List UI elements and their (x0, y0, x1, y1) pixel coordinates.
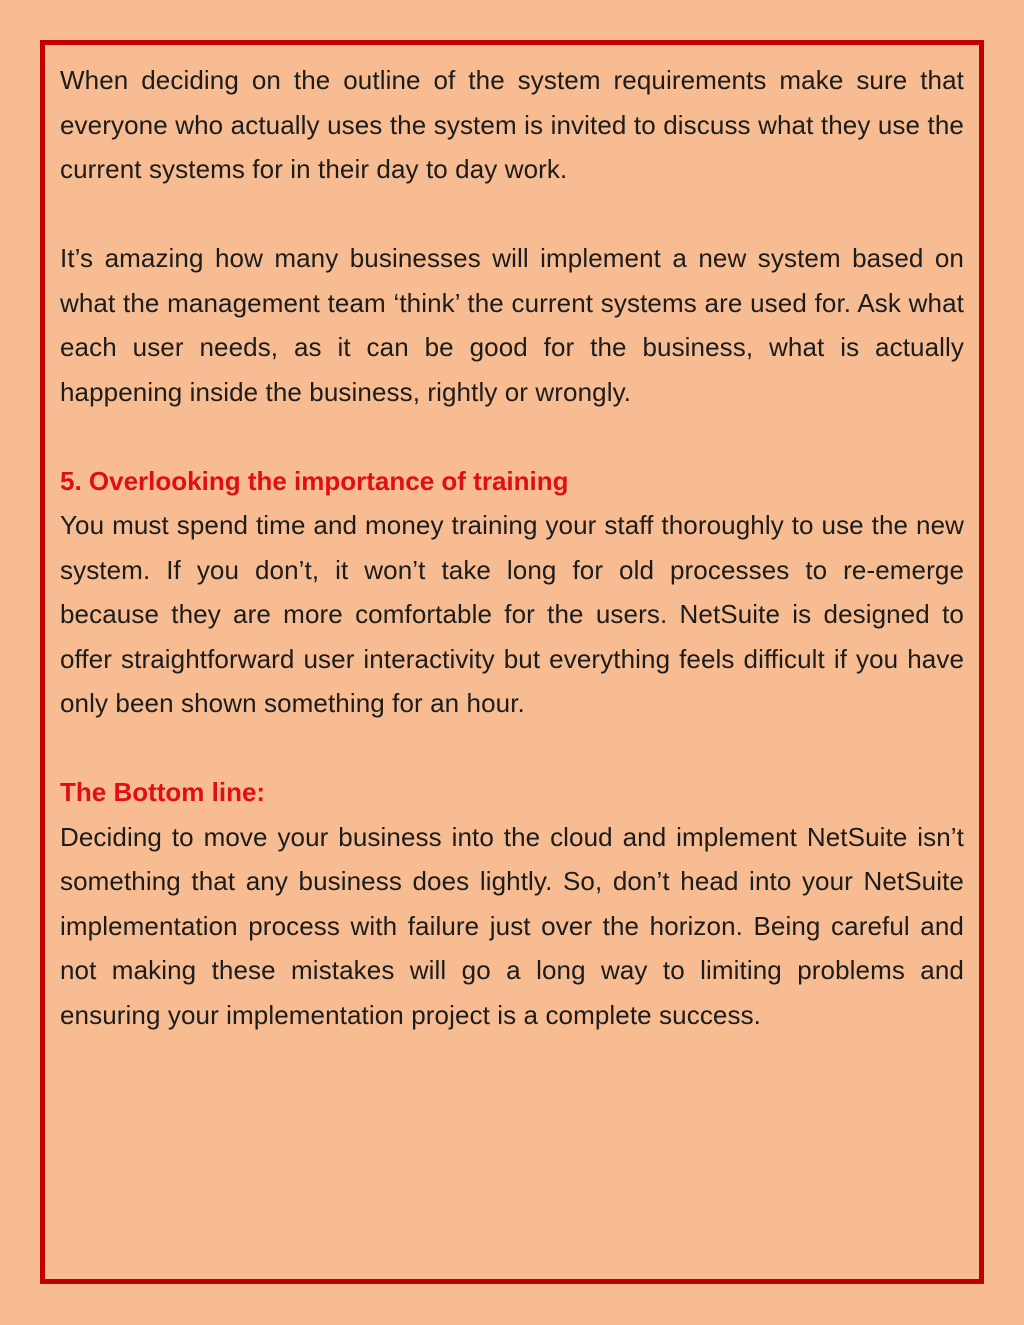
section-5-body: You must spend time and money training your staff thoroughly to use the new system. If you don’t, it won’t take long for old processes to re-emerge because they are more comfortable for the users. NetSuite is designed to offer straightforward user interactivity but everything feels difficult if you have only been shown something for an hour. (60, 510, 964, 718)
intro-paragraph-2: It’s amazing how many businesses will implement a new system based on what the management team ‘think’ the current systems are used for. Ask what each user needs, as it can be good for the business, what is actually happening inside the business, rightly or wrongly. (60, 243, 964, 407)
paragraph-spacer (60, 726, 964, 771)
bottom-line-body: Deciding to move your business into the cloud and implement NetSuite isn’t something that any business does lightly. So, don’t head into your NetSuite implementation process with failure just over the horizon. Being careful and not making these mistakes will go a long way to limiting problems and ensuring your implementation project is a complete success. (60, 821, 964, 1030)
document-body (60, 58, 964, 1037)
paragraph-spacer (60, 192, 964, 237)
paragraph-spacer (60, 414, 964, 459)
section-5-heading: 5. Overlooking the importance of training (60, 465, 569, 496)
intro-paragraph-1: When deciding on the outline of the system requirements make sure that everyone who actually uses the system is invited to discuss what they use the current systems for in their day to day work. (60, 65, 964, 184)
bottom-line-heading: The Bottom line: (60, 777, 266, 807)
